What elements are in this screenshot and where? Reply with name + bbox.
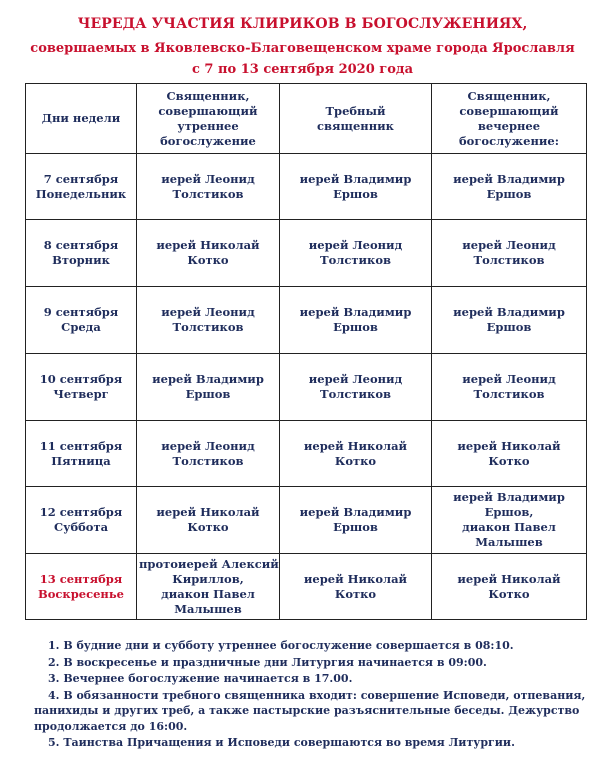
morning-priest-cell-line: Толстиков bbox=[172, 186, 244, 201]
evening-priest-cell-line: иерей Владимир bbox=[453, 171, 565, 186]
morning-priest-cell-line: Ершов bbox=[185, 387, 231, 401]
note-item bbox=[34, 735, 594, 751]
treb-priest-cell-line: иерей Владимир bbox=[299, 505, 412, 519]
header-morning-priest-line: совершающий bbox=[158, 103, 258, 118]
header-treb-priest bbox=[280, 84, 432, 154]
treb-priest-cell bbox=[280, 487, 432, 554]
header-days-line: Дни недели bbox=[41, 111, 121, 125]
header-evening-priest bbox=[432, 84, 587, 154]
treb-priest-cell-line: Ершов bbox=[333, 320, 378, 334]
treb-priest-cell bbox=[280, 287, 432, 354]
header-morning-priest bbox=[137, 84, 280, 154]
day-cell-line: 9 сентября bbox=[43, 305, 119, 319]
day-cell-line: Пятница bbox=[51, 453, 111, 468]
day-cell bbox=[26, 220, 137, 287]
morning-priest-cell-line: иерей Леонид bbox=[161, 171, 255, 186]
note-item bbox=[34, 638, 594, 654]
evening-priest-cell-line: иерей Николай bbox=[457, 438, 561, 453]
note-item bbox=[34, 671, 594, 687]
morning-priest-cell-line: Толстиков bbox=[172, 453, 244, 468]
morning-priest-cell-line: иерей Леонид bbox=[161, 438, 255, 453]
notes-list bbox=[34, 638, 594, 752]
evening-priest-cell bbox=[432, 287, 587, 354]
treb-priest-cell-line: Толстиков bbox=[320, 387, 391, 401]
page-date-range: с 7 по 13 сентября 2020 года bbox=[191, 62, 414, 77]
evening-priest-cell-line: Котко bbox=[488, 453, 530, 468]
header-morning-priest-line: богослужение bbox=[160, 133, 256, 148]
note-line: 4. В обязанности требного священника входит: совершение Исповеди, отпевания, bbox=[48, 688, 586, 702]
evening-priest-cell bbox=[432, 487, 587, 554]
evening-priest-cell-line: иерей Владимир bbox=[453, 490, 565, 504]
table-row bbox=[26, 220, 587, 287]
day-cell-line: Суббота bbox=[53, 520, 109, 534]
table-row bbox=[26, 287, 587, 354]
morning-priest-cell bbox=[137, 354, 280, 421]
table-row bbox=[26, 154, 587, 220]
evening-priest-cell bbox=[432, 154, 587, 220]
treb-priest-cell-line: иерей Владимир bbox=[299, 171, 412, 186]
morning-priest-cell-line: диакон Павел bbox=[161, 586, 255, 601]
morning-priest-cell bbox=[137, 487, 280, 554]
header-evening-priest-line: вечернее bbox=[477, 118, 541, 133]
note-item bbox=[34, 655, 594, 671]
treb-priest-cell-line: иерей Николай bbox=[303, 571, 408, 586]
day-cell-line: Воскресенье bbox=[38, 586, 124, 601]
treb-priest-cell-line: иерей Николай bbox=[303, 438, 408, 453]
morning-priest-cell bbox=[137, 220, 280, 287]
note-line: 2. В воскресенье и праздничные дни Литургия начинается в 09:00. bbox=[48, 655, 487, 669]
morning-priest-cell bbox=[137, 154, 280, 220]
day-cell-line: Вторник bbox=[52, 253, 110, 267]
page-subtitle: совершаемых в Яковлевско-Благовещенском храме города Ярославля bbox=[30, 41, 575, 56]
morning-priest-cell-line: Малышев bbox=[174, 601, 242, 616]
note-line: 5. Таинства Причащения и Исповеди совершаются во время Литургии. bbox=[48, 736, 515, 749]
treb-priest-cell-line: Ершов bbox=[333, 186, 378, 201]
morning-priest-cell-line: Кириллов, bbox=[172, 571, 244, 586]
morning-priest-cell bbox=[137, 287, 280, 354]
header-treb-priest-line: Требный bbox=[325, 103, 386, 118]
table-row bbox=[26, 354, 587, 421]
day-cell bbox=[26, 554, 137, 620]
treb-priest-cell bbox=[280, 354, 432, 421]
header-morning-priest-line: утреннее bbox=[177, 118, 239, 133]
morning-priest-cell-line: иерей Леонид bbox=[161, 305, 255, 319]
treb-priest-cell-line: иерей Владимир bbox=[299, 305, 412, 319]
header-days bbox=[26, 84, 137, 154]
morning-priest-cell-line: иерей Николай bbox=[156, 505, 260, 519]
header-morning-priest-line: Священник, bbox=[166, 88, 250, 103]
header-evening-priest-line: богослужение: bbox=[459, 133, 559, 148]
morning-priest-cell-line: Котко bbox=[187, 520, 229, 534]
evening-priest-cell-line: диакон Павел bbox=[462, 520, 556, 534]
treb-priest-cell-line: Котко bbox=[334, 453, 377, 468]
day-cell-line: 7 сентября bbox=[43, 171, 119, 186]
evening-priest-cell-line: Котко bbox=[488, 586, 530, 601]
treb-priest-cell bbox=[280, 154, 432, 220]
morning-priest-cell-line: иерей Николай bbox=[156, 238, 260, 252]
evening-priest-cell-line: Толстиков bbox=[473, 253, 545, 267]
treb-priest-cell-line: иерей Леонид bbox=[308, 372, 403, 386]
page-title: ЧЕРЕДА УЧАСТИЯ КЛИРИКОВ В БОГОСЛУЖЕНИЯХ, bbox=[77, 16, 528, 32]
day-cell bbox=[26, 354, 137, 421]
evening-priest-cell-line: иерей Владимир bbox=[453, 305, 565, 319]
treb-priest-cell-line: Ершов bbox=[333, 520, 378, 534]
treb-priest-cell bbox=[280, 554, 432, 620]
header-evening-priest-line: Священник, bbox=[467, 88, 551, 103]
note-line: 3. Вечернее богослужение начинается в 17.00. bbox=[48, 672, 353, 685]
day-cell bbox=[26, 421, 137, 487]
evening-priest-cell-line: Ершов bbox=[486, 320, 532, 334]
note-line: 1. В будние дни и субботу утреннее богослужение совершается в 08:10. bbox=[48, 639, 514, 652]
header-evening-priest-line: совершающий bbox=[459, 103, 559, 118]
day-cell bbox=[26, 487, 137, 554]
morning-priest-cell bbox=[137, 554, 280, 620]
evening-priest-cell-line: Ершов, bbox=[484, 505, 534, 519]
day-cell-line: Среда bbox=[61, 320, 101, 334]
day-cell-line: 8 сентября bbox=[43, 238, 119, 252]
header-treb-priest-line: священник bbox=[317, 118, 394, 133]
evening-priest-cell bbox=[432, 554, 587, 620]
evening-priest-cell-line: Ершов bbox=[486, 186, 532, 201]
evening-priest-cell-line: иерей Леонид bbox=[462, 238, 556, 252]
schedule-table bbox=[25, 83, 587, 620]
treb-priest-cell bbox=[280, 421, 432, 487]
treb-priest-cell-line: Толстиков bbox=[320, 253, 391, 267]
day-cell bbox=[26, 287, 137, 354]
evening-priest-cell-line: иерей Николай bbox=[457, 571, 561, 586]
morning-priest-cell-line: Котко bbox=[187, 253, 229, 267]
evening-priest-cell bbox=[432, 354, 587, 421]
day-cell-line: 10 сентября bbox=[39, 372, 123, 386]
day-cell-line: 13 сентября bbox=[39, 571, 123, 586]
day-cell-line: Четверг bbox=[53, 387, 109, 401]
evening-priest-cell-line: иерей Леонид bbox=[462, 372, 556, 386]
treb-priest-cell bbox=[280, 220, 432, 287]
morning-priest-cell-line: иерей Владимир bbox=[152, 372, 264, 386]
table-row bbox=[26, 421, 587, 487]
table-row bbox=[26, 487, 587, 554]
day-cell bbox=[26, 154, 137, 220]
note-item bbox=[34, 688, 594, 735]
morning-priest-cell-line: протоиерей Алексий bbox=[139, 556, 279, 571]
day-cell-line: Понедельник bbox=[35, 186, 127, 201]
day-cell-line: 11 сентября bbox=[39, 438, 123, 453]
evening-priest-cell-line: Толстиков bbox=[473, 387, 545, 401]
note-line: панихиды и других треб, а также пастырские разъяснительные беседы. Дежурство bbox=[34, 704, 580, 717]
treb-priest-cell-line: Котко bbox=[334, 586, 377, 601]
evening-priest-cell-line: Малышев bbox=[475, 535, 543, 549]
table-header-row bbox=[26, 84, 587, 154]
table-row bbox=[26, 554, 587, 620]
morning-priest-cell bbox=[137, 421, 280, 487]
evening-priest-cell bbox=[432, 421, 587, 487]
treb-priest-cell-line: иерей Леонид bbox=[308, 238, 403, 252]
note-line: продолжается до 16:00. bbox=[34, 719, 188, 733]
day-cell-line: 12 сентября bbox=[39, 505, 123, 519]
morning-priest-cell-line: Толстиков bbox=[172, 320, 244, 334]
evening-priest-cell bbox=[432, 220, 587, 287]
